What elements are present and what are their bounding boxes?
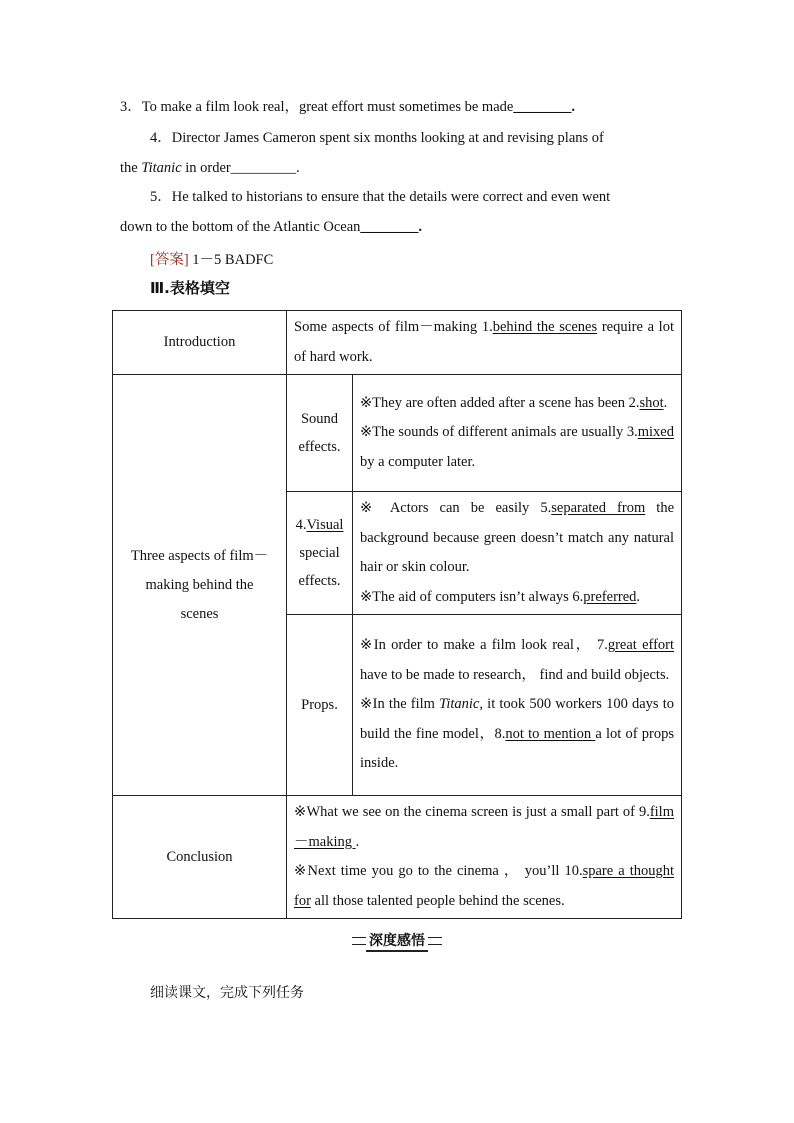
section-banner: [343, 930, 451, 952]
visual-effects-text: ※ Actors can be easily 5.separated from the background because green doesn’t match any natural hair or skin colour. ※The aid of computers isn’t always 6.preferred.: [360, 500, 675, 605]
answer-3: mixed: [637, 424, 674, 441]
answer-key: [150, 245, 273, 275]
banner-decoration-right: [428, 937, 442, 945]
sound-effects-text: ※They are often added after a scene has been 2.shot. ※The sounds of different animals are usually 3.mixed by a computer later.: [360, 394, 674, 470]
aspect-label-sound: Sound effects.: [287, 375, 353, 492]
answer-blank: ________.: [360, 219, 423, 235]
question-4: [120, 123, 674, 183]
row-label-conclusion: Conclusion: [113, 796, 287, 919]
answer-blank: _________.: [230, 160, 300, 176]
answer-10: spare a thought for: [294, 863, 674, 909]
answer-label: [答案]: [150, 252, 189, 268]
row-label-three-aspects: Three aspects of film－making behind the scenes: [113, 375, 287, 796]
answer-4: Visual: [306, 517, 344, 533]
table-row-sound: [113, 375, 682, 492]
table-row-conclusion: [113, 796, 682, 919]
introduction-text: Some aspects of film－making 1.behind the scenes require a lot of hard work.: [294, 319, 674, 365]
fill-in-table: [112, 310, 682, 919]
question-4-line1: 4．Director James Cameron spent six months looking at and revising plans of: [150, 130, 604, 146]
answer-8: not to mention: [505, 725, 596, 742]
film-title: Titanic,: [439, 696, 484, 713]
props-text: ※In order to make a film look real， 7.great effort have to be made to research， find and build objects. ※In the film Titanic, it took 500 workers 100 days to build the fine model，8.not to mention a lot of props inside.: [360, 637, 675, 772]
question-4-line2: the Titanic in order_________.: [120, 160, 300, 176]
aspect-label-props: Props.: [287, 615, 353, 796]
banner-decoration-left: [352, 937, 366, 945]
table-row-introduction: [113, 311, 682, 375]
question-5: [120, 182, 674, 242]
answer-text: 1－5 BADFC: [188, 252, 274, 268]
answer-5: separated from: [551, 500, 646, 516]
banner-title: 深度感悟: [366, 930, 428, 952]
answer-1: behind the scenes: [492, 319, 598, 335]
answer-2: shot: [639, 394, 664, 411]
answer-7: great effort: [607, 637, 675, 654]
aspect-label-visual: 4.Visual special effects.: [287, 492, 353, 615]
film-title: Titanic: [141, 160, 182, 176]
question-5-line2: down to the bottom of the Atlantic Ocean________.: [120, 219, 423, 235]
conclusion-text: ※What we see on the cinema screen is just a small part of 9.film－making . ※Next time you go to the cinema ， you’ll 10.spare a thought for all those talented people behind the scenes.: [294, 804, 674, 909]
answer-9: film－making: [294, 804, 674, 850]
answer-6: preferred: [583, 588, 637, 605]
row-label-introduction: Introduction: [113, 311, 287, 375]
question-3: 3．To make a film look real，great effort must sometimes be made________.: [120, 99, 575, 115]
question-5-line1: 5．He talked to historians to ensure that the details were correct and even went: [150, 189, 611, 205]
answer-blank: ________.: [513, 99, 575, 115]
section-title: Ⅲ.表格填空: [150, 279, 230, 297]
instruction-text: 细读课文，完成下列任务: [150, 985, 304, 1001]
